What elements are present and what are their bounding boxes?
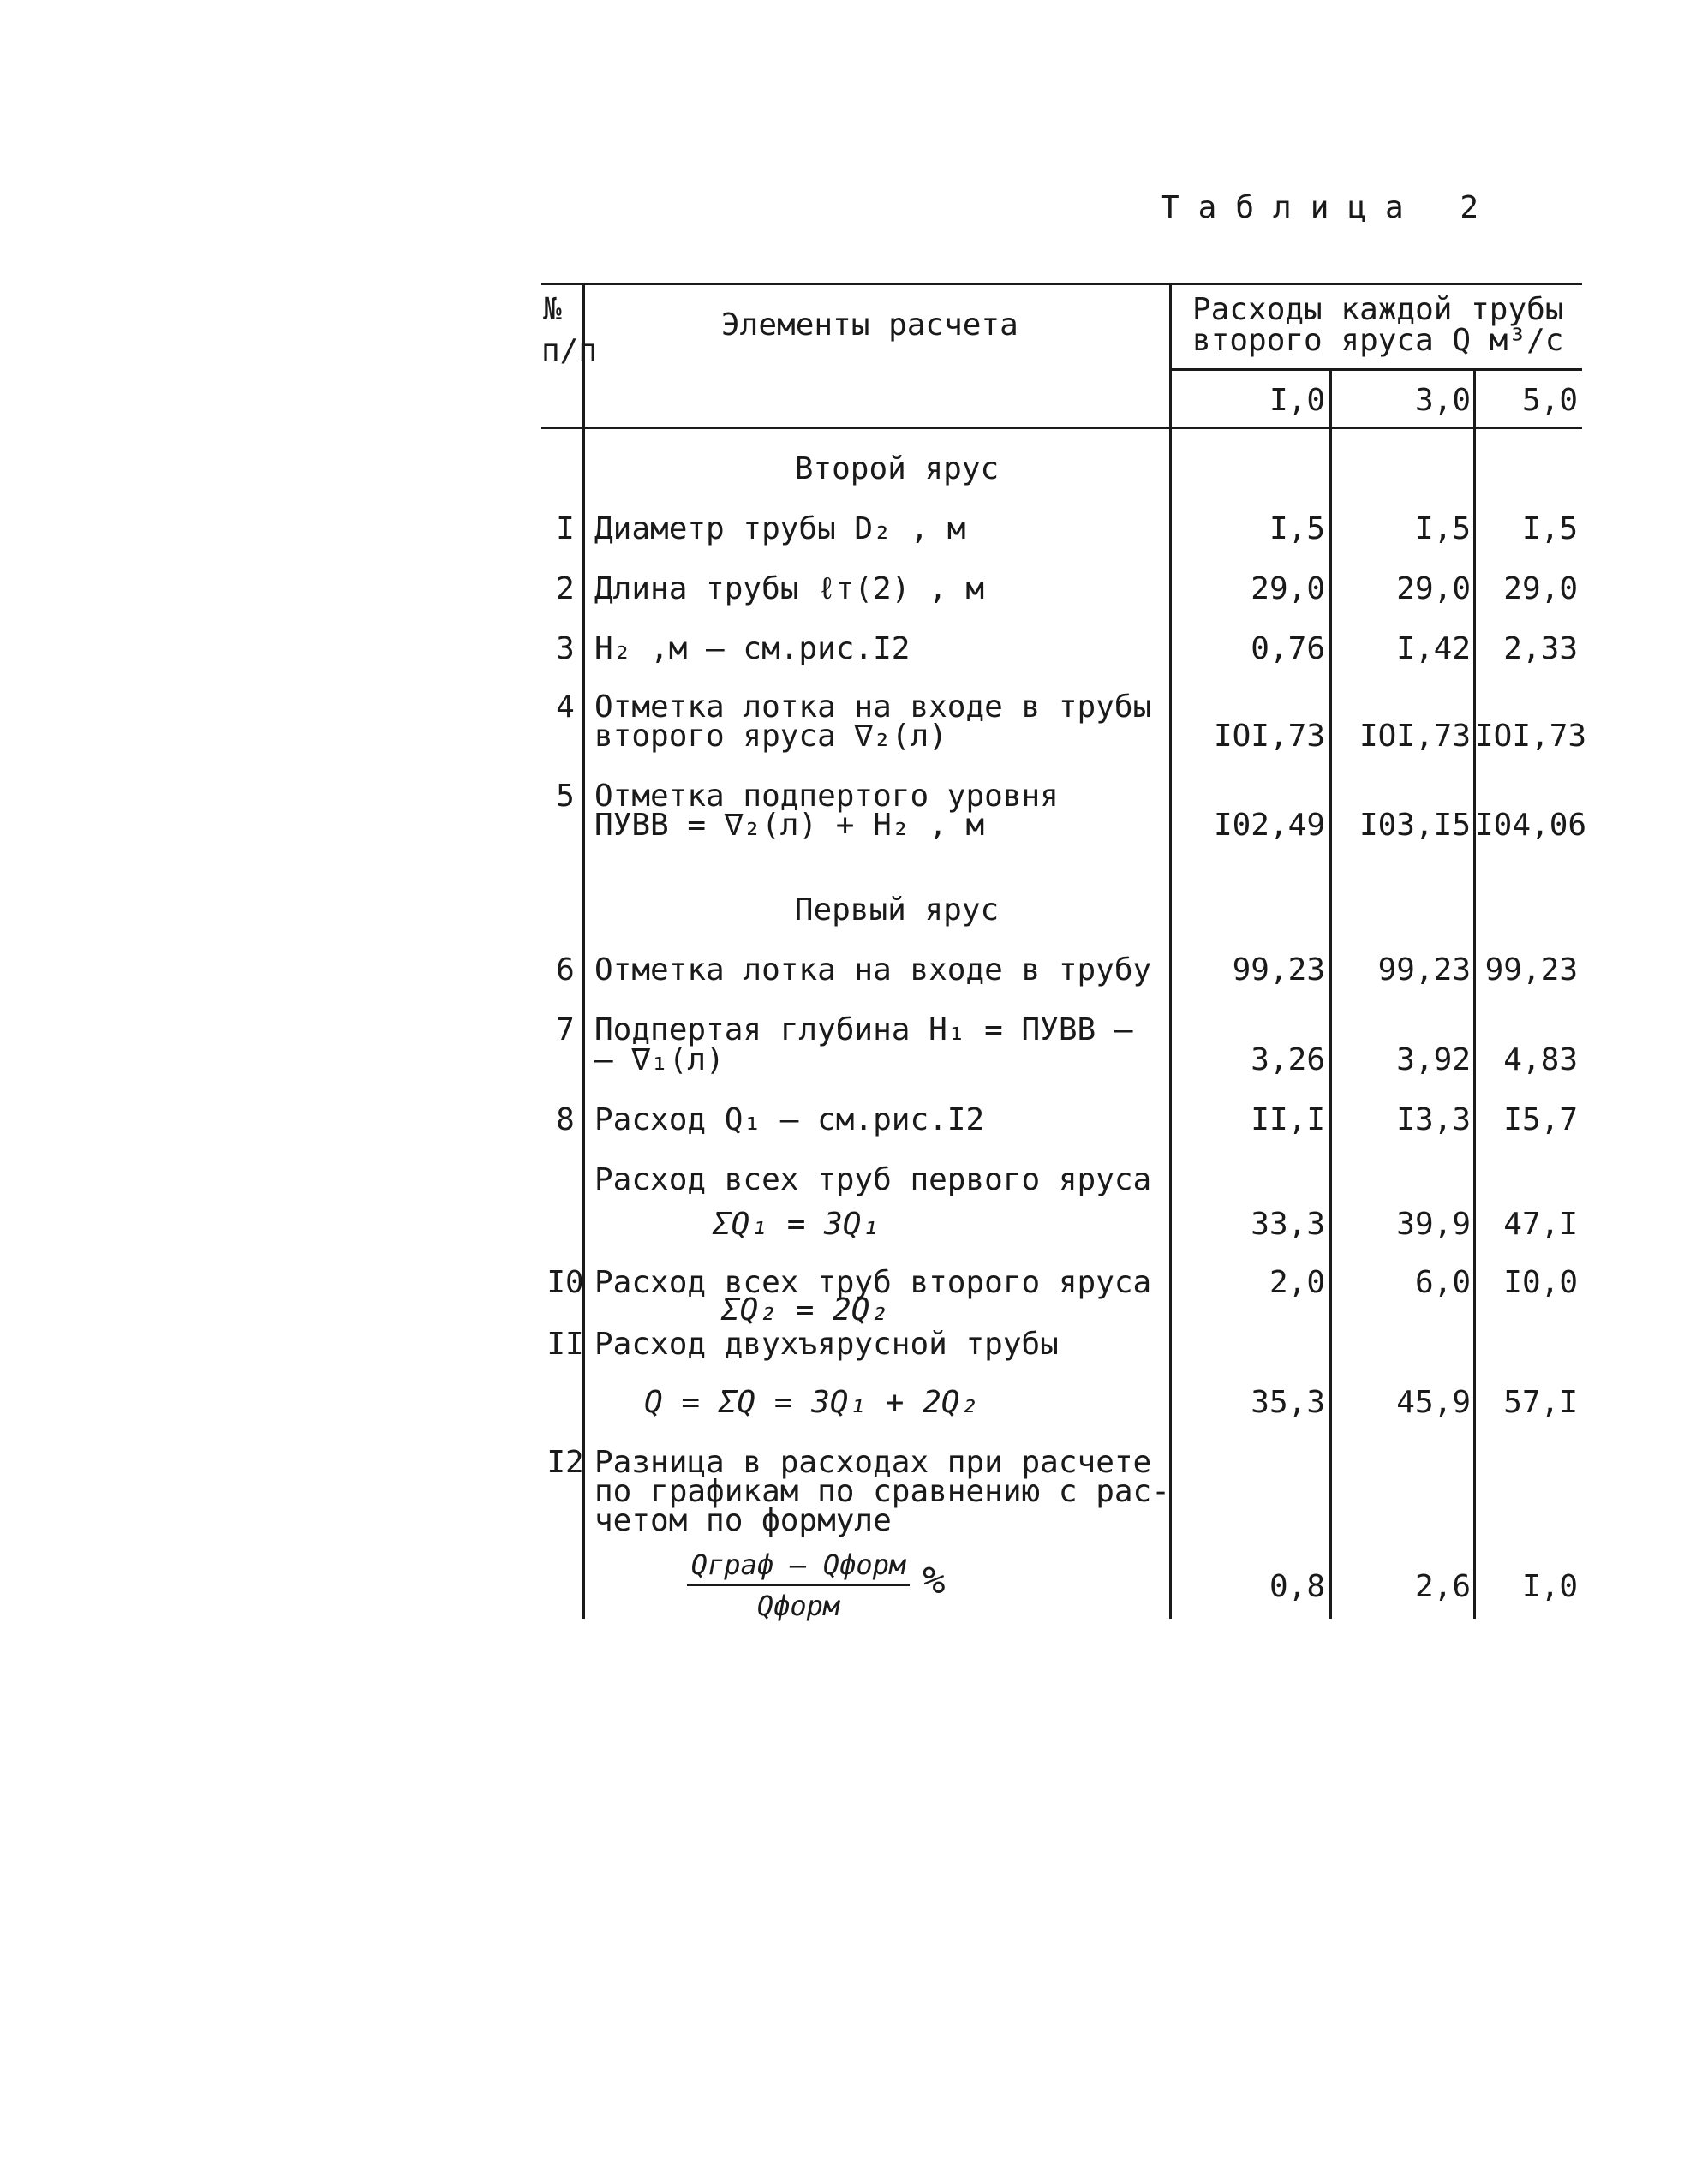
row-10-value-3: I0,0 (1503, 1265, 1578, 1300)
row-12-label-line3: четом по формуле (594, 1503, 892, 1538)
row-9-value-1: 33,3 (1251, 1207, 1325, 1242)
row-2-number: 2 (556, 571, 575, 606)
row-3-value-1: 0,76 (1251, 631, 1325, 666)
row-2-value-3: 29,0 (1503, 571, 1578, 606)
header-col-3: 5,0 (1521, 383, 1578, 418)
calculation-table (541, 283, 1587, 1622)
row-8-label: Расход Q₁ – см.рис.I2 (594, 1102, 985, 1137)
row-11-value-1: 35,3 (1251, 1385, 1325, 1420)
row-1-number: I (556, 511, 575, 546)
row-8-number: 8 (556, 1102, 575, 1137)
row-3-label: H₂ ,м – см.рис.I2 (594, 631, 911, 666)
row-12-label-line2: по графикам по сравнению с рас- (594, 1474, 1170, 1509)
row-5-label-line2: ПУВВ = ∇₂(л) + H₂ , м (594, 808, 985, 843)
row-1-value-1: I,5 (1269, 511, 1325, 546)
row-5-value-3: I04,06 (1475, 808, 1587, 843)
row-4-label-line2: второго яруса ∇₂(л) (594, 719, 947, 754)
header-no-pp: п/п (541, 333, 598, 368)
row-5-value-1: I02,49 (1213, 808, 1325, 843)
row-7-value-1: 3,26 (1251, 1042, 1325, 1077)
row-7-label-line2: – ∇₁(л) (594, 1042, 725, 1077)
row-2-value-1: 29,0 (1251, 571, 1325, 606)
row-10-label-line1: Расход всех труб второго яруса (594, 1265, 1152, 1300)
formula-numerator: Qграф – Qформ (690, 1548, 906, 1581)
row-11-value-2: 45,9 (1396, 1385, 1471, 1420)
row-11-label-line2: Q = ΣQ = 3Q₁ + 2Q₂ (644, 1385, 979, 1420)
row-8-value-1: II,I (1251, 1102, 1325, 1137)
row-4-value-3: IOI,73 (1475, 719, 1587, 754)
header-col-2: 3,0 (1414, 383, 1471, 418)
row-4-label-line1: Отметка лотка на входе в трубы (594, 689, 1152, 725)
row-10-label-line2: ΣQ₂ = 2Q₂ (721, 1292, 889, 1328)
row-2-value-2: 29,0 (1396, 571, 1471, 606)
row-7-label-line1: Подпертая глубина H₁ = ПУВВ – (594, 1012, 1133, 1047)
row-9-label-line2: ΣQ₁ = 3Q₁ (713, 1207, 881, 1242)
header-flows-line1: Расходы каждой трубы (1192, 292, 1564, 327)
row-12-value-3: I,0 (1521, 1569, 1578, 1604)
row-12-value-2: 2,6 (1414, 1569, 1471, 1604)
section-second-tier: Второй ярус (794, 451, 1000, 486)
row-11-value-3: 57,I (1503, 1385, 1578, 1420)
row-1-value-2: I,5 (1414, 511, 1471, 546)
header-flows-line2: второго яруса Q м³/с (1192, 323, 1564, 358)
row-11-number: II (546, 1327, 584, 1362)
formula-percent: % (923, 1559, 946, 1602)
row-5-value-2: I03,I5 (1359, 808, 1471, 843)
table-top-rule (541, 283, 1582, 285)
row-7-value-2: 3,92 (1396, 1042, 1471, 1077)
row-10-number: I0 (546, 1265, 584, 1300)
row-9-value-3: 47,I (1503, 1207, 1578, 1242)
row-6-label: Отметка лотка на входе в трубу (594, 952, 1152, 988)
row-12-number: I2 (546, 1445, 584, 1480)
row-3-value-3: 2,33 (1503, 631, 1578, 666)
header-mid-rule (1171, 368, 1582, 371)
section-first-tier: Первый ярус (794, 892, 1000, 928)
row-12-value-1: 0,8 (1269, 1569, 1325, 1604)
header-bottom-rule (541, 427, 1582, 429)
row-4-value-1: IOI,73 (1213, 719, 1325, 754)
row-6-number: 6 (556, 952, 575, 988)
row-1-value-3: I,5 (1521, 511, 1578, 546)
table-caption: Таблица 2 (1161, 190, 1498, 225)
difference-formula (687, 1548, 910, 1622)
header-elements: Элементы расчета (721, 307, 1018, 343)
row-8-value-3: I5,7 (1503, 1102, 1578, 1137)
row-9-label-line1: Расход всех труб первого яруса (594, 1162, 1152, 1197)
row-6-value-1: 99,23 (1232, 952, 1325, 988)
row-5-label-line1: Отметка подпертого уровня (594, 779, 1059, 814)
header-no: № (543, 292, 562, 327)
row-5-number: 5 (556, 779, 575, 814)
row-4-number: 4 (556, 689, 575, 725)
row-4-value-2: IOI,73 (1359, 719, 1471, 754)
row-10-value-2: 6,0 (1414, 1265, 1471, 1300)
col-divider-c1 (1329, 368, 1332, 1619)
row-2-label: Длина трубы ℓт(2) , м (594, 571, 985, 606)
row-3-number: 3 (556, 631, 575, 666)
row-10-value-1: 2,0 (1269, 1265, 1325, 1300)
row-7-number: 7 (556, 1012, 575, 1047)
row-6-value-3: 99,23 (1484, 952, 1578, 988)
row-9-value-2: 39,9 (1396, 1207, 1471, 1242)
row-6-value-2: 99,23 (1377, 952, 1471, 988)
formula-denominator: Qформ (756, 1590, 840, 1622)
row-8-value-2: I3,3 (1396, 1102, 1471, 1137)
row-3-value-2: I,42 (1396, 631, 1471, 666)
row-1-label: Диаметр трубы D₂ , м (594, 511, 966, 546)
row-7-value-3: 4,83 (1503, 1042, 1578, 1077)
header-col-1: I,0 (1269, 383, 1325, 418)
fraction-bar (687, 1584, 910, 1586)
col-divider-c2 (1473, 368, 1476, 1619)
row-11-label-line1: Расход двухъярусной трубы (594, 1327, 1059, 1362)
row-12-label-line1: Разница в расходах при расчете (594, 1445, 1152, 1480)
